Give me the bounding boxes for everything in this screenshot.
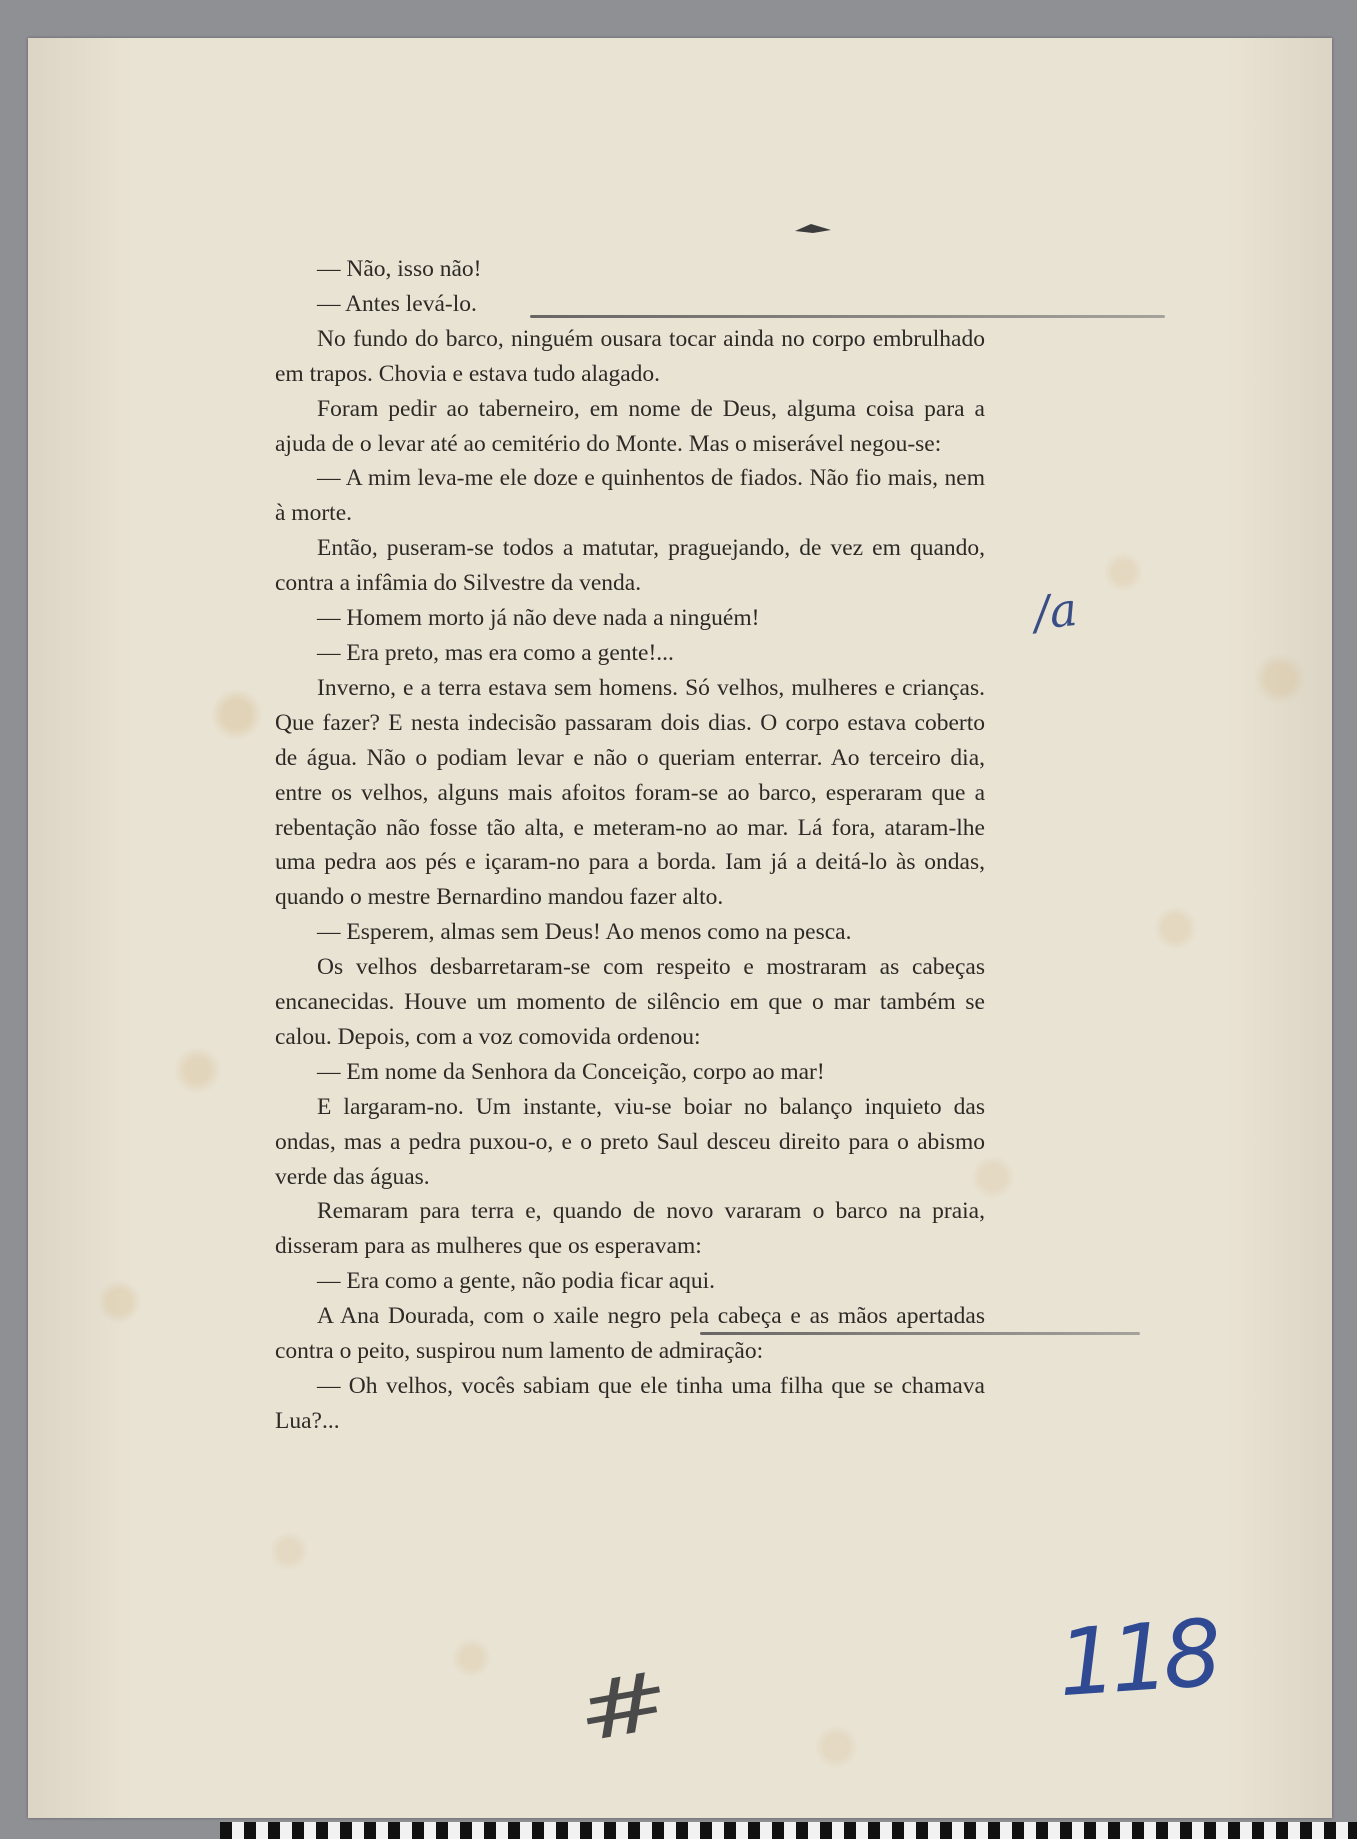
paragraph: A Ana Dourada, com o xaile negro pela cabeça e as mãos apertadas contra o peito, suspirou num lamento de admiração: — [275, 1303, 985, 1365]
paragraph: — Antes levá-lo. — [317, 290, 477, 317]
margin-note — [1031, 582, 1079, 640]
paragraph: — Homem morto já não deve nada a ninguém! — [317, 605, 760, 632]
hash-mark-text: # — [569, 1652, 678, 1761]
page-number-text: 118 — [1054, 1599, 1220, 1718]
paragraph: — Era como a gente, não podia ficar aqui. — [317, 1268, 716, 1295]
pencil-mark — [793, 222, 833, 234]
page-number — [1054, 1600, 1219, 1718]
scale-ruler — [220, 1822, 1357, 1839]
paragraph: — Oh velhos, vocês sabiam que ele tinha uma filha que se chamava Lua?... — [275, 1373, 985, 1434]
pencil-rule-bottom — [700, 1332, 1140, 1335]
paragraph: — Era preto, mas era como a gente!... — [317, 639, 674, 666]
paragraph: — Em nome da Senhora da Conceição, corpo ao mar! — [317, 1058, 825, 1085]
paragraph: No fundo do barco, ninguém ousara tocar ainda no corpo embrulhado em trapos. Chovia e estava tudo alagado. — [275, 325, 985, 387]
paragraph: — Não, isso não! — [317, 256, 482, 282]
paragraph: Os velhos desbarretaram-se com respeito e mostraram as cabeças encanecidas. Houve um momento de silêncio em que o mar também se calou. Depois, com a voz comovida ordenou: — [275, 954, 985, 1050]
paragraph: Inverno, e a terra estava sem homens. Só velhos, mulheres e crianças. Que fazer? E nesta indecisão passaram dois dias. O corpo estava coberto de água. Não o podiam levar e não o queriam enterrar. Ao terceiro dia, entre os velhos, alguns mais afoitos foram-se ao barco, esperaram que a rebentação não fosse tão alta, e meteram-no ao mar. Lá fora, ataram-lhe uma pedra aos pés e içaram-no para a borda. Iam já a deitá-lo às ondas, quando o mestre Bernardino mandou fazer alto. — [275, 674, 985, 911]
paragraph: — A mim leva-me ele doze e quinhentos de fiados. Não fio mais, nem à morte. — [275, 465, 985, 527]
paragraph: Então, puseram-se todos a matutar, praguejando, de vez em quando, contra a infâmia do Silvestre da venda. — [275, 535, 985, 597]
paragraph: E largaram-no. Um instante, viu-se boiar no balanço inquieto das ondas, mas a pedra puxou-o, e o preto Saul desceu direito para o abismo verde das águas. — [275, 1093, 985, 1190]
margin-note-text: /a — [1031, 581, 1080, 641]
pencil-rule-top — [530, 315, 1165, 318]
paragraph: — Esperem, almas sem Deus! Ao menos como na pesca. — [317, 919, 852, 946]
paragraph: Foram pedir ao taberneiro, em nome de Deus, alguma coisa para a ajuda de o levar até ao cemitério do Monte. Mas o miserável negou-se: — [275, 395, 985, 457]
document-body — [275, 252, 985, 1439]
paragraph: Remaram para terra e, quando de novo vararam o barco na praia, disseram para as mulheres que os esperavam: — [275, 1198, 985, 1260]
hash-mark — [569, 1653, 678, 1761]
